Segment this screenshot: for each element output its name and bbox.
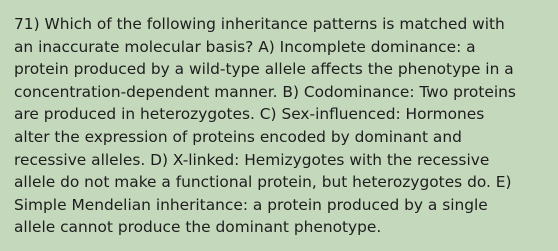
question-line-8: allele do not make a functional protein, but heterozygotes do. E) xyxy=(14,173,512,192)
question-line-4: concentration-dependent manner. B) Codominance: Two proteins xyxy=(14,82,516,101)
question-line-7: recessive alleles. D) X-linked: Hemizygotes with the recessive xyxy=(14,150,490,169)
question-line-5: are produced in heterozygotes. C) Sex-influenced: Hormones xyxy=(14,105,485,124)
question-line-3: protein produced by a wild-type allele affects the phenotype in a xyxy=(14,60,514,79)
question-line-10: allele cannot produce the dominant phenotype. xyxy=(14,218,382,237)
question-text xyxy=(14,13,544,239)
question-line-2: an inaccurate molecular basis? A) Incomplete dominance: a xyxy=(14,37,476,56)
question-line-6: alter the expression of proteins encoded by dominant and xyxy=(14,127,462,146)
question-line-1: 71) Which of the following inheritance patterns is matched with xyxy=(14,15,505,33)
question-line-9: Simple Mendelian inheritance: a protein produced by a single xyxy=(14,195,488,214)
